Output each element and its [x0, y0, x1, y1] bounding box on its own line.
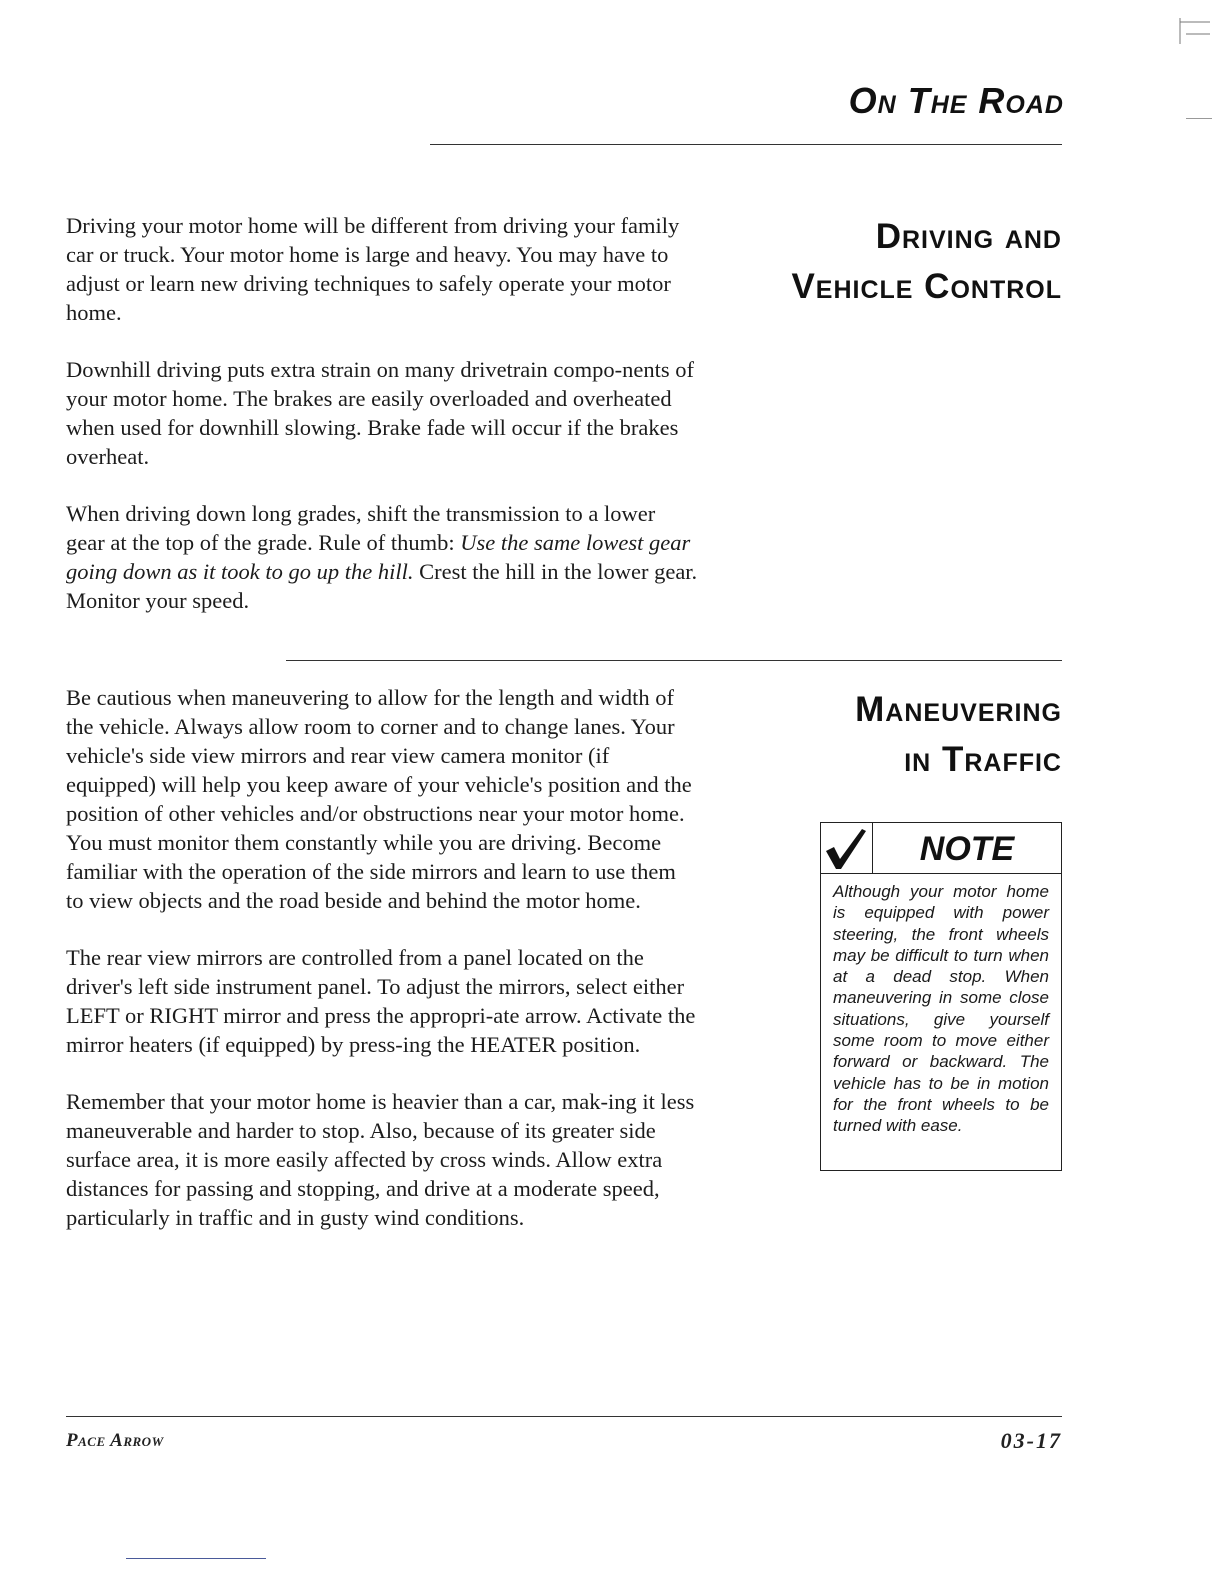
- paragraph-grades-text: When driving down long grades, shift the transmission to a lower gear at the top of the grade. Rule of thumb:: [66, 501, 656, 555]
- edge-tick-mark: [1186, 118, 1212, 119]
- checkmark-icon: [821, 823, 873, 873]
- section-body-maneuvering: [66, 683, 698, 1232]
- paragraph-driving-intro: Driving your motor home will be different from driving your family car or truck. Your motor home is large and heavy. You may have to adjust or learn new driving techniques to safely operate your motor home.: [66, 213, 680, 325]
- scan-artifact-line: [126, 1558, 266, 1559]
- header-divider: [430, 144, 1062, 145]
- section-heading-driving-line-1: Driving and: [875, 217, 1062, 256]
- section-body-driving: [66, 211, 698, 615]
- note-label: NOTE: [919, 830, 1015, 868]
- note-box: [820, 822, 1062, 1171]
- page-header-title: On The Road: [848, 80, 1064, 121]
- footer-product-name: Pace Arrow: [66, 1430, 164, 1451]
- rule-of-thumb-emphasis: Use the same lowest gear going down as it took to go up the hill.: [66, 530, 691, 584]
- footer-divider: [66, 1416, 1062, 1417]
- section-heading-maneuvering-line-2: in Traffic: [904, 740, 1062, 779]
- note-header: [821, 823, 1061, 874]
- paragraph-grades-text-end: Crest the hill in the lower gear. Monitor your speed.: [66, 559, 698, 613]
- paragraph-grades: [66, 499, 698, 615]
- page-number: 03-17: [1000, 1428, 1062, 1453]
- note-text: Although your motor home is equipped with power steering, the front wheels may be difficult to turn when at a dead stop. When maneuvering in some close situations, give yourself some room to move either forward or backward. The vehicle has to be in motion for the front wheels to be turned with ease.: [833, 882, 1049, 1136]
- paragraph-weight: Remember that your motor home is heavier than a car, mak-ing it less maneuverable and harder to stop. Also, because of its greater side surface area, it is more easily affected by cross winds. Allow extra distances for passing and stopping, and drive at a moderate speed, particularly in traffic and in gusty wind conditions.: [66, 1089, 695, 1230]
- paragraph-maneuvering: Be cautious when maneuvering to allow for the length and width of the vehicle. Always allow room to corner and to change lanes. Your vehicle's side view mirrors and rear view camera monitor (if equipped) will help you keep aware of your vehicle's position and the position of other vehicles and/or obstructions near your motor home. You must monitor them constantly while you are driving. Become familiar with the operation of the side mirrors and learn to use them to view objects and the road beside and behind the motor home.: [66, 685, 692, 913]
- paragraph-downhill: Downhill driving puts extra strain on many drivetrain compo-nents of your motor home. The brakes are easily overloaded and overheated when used for downhill slowing. Brake fade will occur if the brakes overheat.: [66, 357, 695, 469]
- section-divider: [286, 660, 1062, 661]
- edge-registration-mark: [1178, 16, 1212, 46]
- paragraph-mirrors: The rear view mirrors are controlled from a panel located on the driver's left side instrument panel. To adjust the mirrors, select either LEFT or RIGHT mirror and press the appropri-ate arrow. Activate the mirror heaters (if equipped) by press-ing the HEATER position.: [66, 945, 696, 1057]
- section-heading-driving-line-2: Vehicle Control: [791, 267, 1062, 306]
- section-heading-driving: [702, 212, 1062, 312]
- section-heading-maneuvering: [702, 685, 1062, 785]
- section-heading-maneuvering-line-1: Maneuvering: [855, 690, 1062, 729]
